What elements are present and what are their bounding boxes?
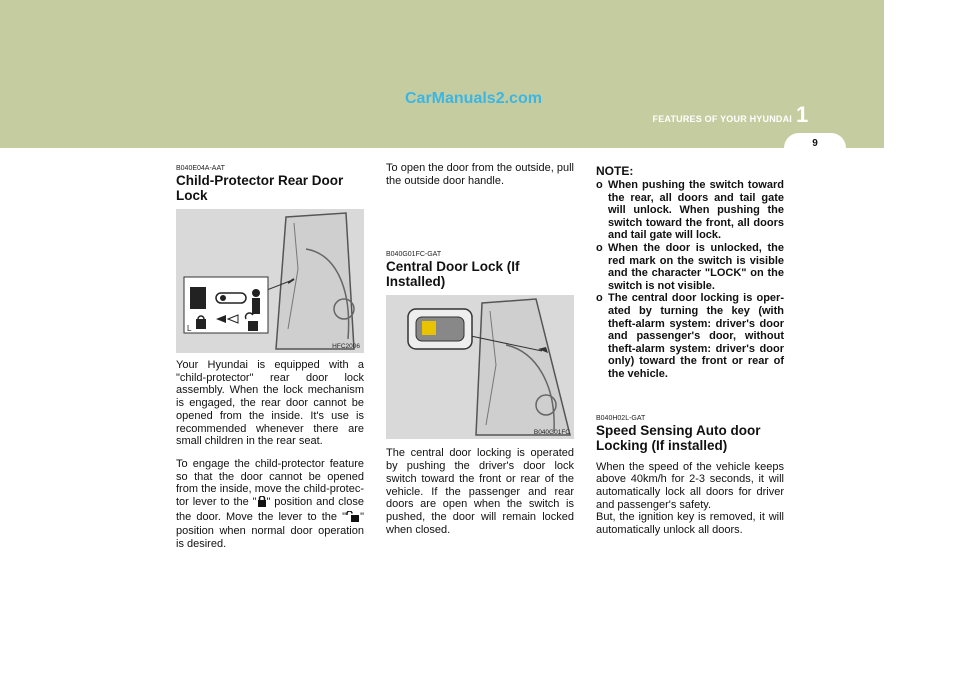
column-child-protector [176, 165, 364, 561]
note-title: NOTE: [596, 164, 634, 178]
paragraph: But, the ignition key is removed, it will automatically unlock all doors. [596, 511, 784, 537]
engage-text-a: To engage the child-protector feature so that the door cannot be opened from the inside, move the child-protec-tor lever to the " [176, 457, 364, 509]
figure-central-lock [386, 295, 574, 439]
bullet: o [596, 292, 603, 305]
note-text: When pushing the switch toward the rear, all doors and tail gate will unlock. When pushing the switch toward the front, all doors and tail gate will lock. [608, 179, 784, 242]
note-item [596, 292, 784, 380]
section-code: B040H02L-GAT [596, 414, 646, 422]
unlock-icon [346, 511, 360, 526]
paragraph-intro: To open the door from the outside, pull the outside door handle. [386, 162, 574, 187]
note-text: The central door locking is oper-ated by turning the key (with theft-alarm system: driver's door and passenger's door, without theft-alarm system: driver's door only) toward the front or rear of the vehicle. [608, 292, 784, 380]
paragraph-engage [176, 458, 364, 551]
lock-icon [257, 496, 267, 511]
paragraph: The central door locking is operated by pushing the driver's door lock switch toward the front or rear of the vehicle. If the passenger and rear doors are open when the switch is pushed, the door will remain locked when closed. [386, 447, 574, 536]
section-title: Central Door Lock (If Installed) [386, 259, 520, 290]
section-number: 1 [796, 102, 809, 127]
bullet: o [596, 241, 603, 254]
figure-child-lock [176, 209, 364, 353]
figure-code: B040G01FC [533, 429, 570, 437]
section-title: Speed Sensing Auto door Locking (If installed) [596, 422, 761, 453]
paragraph: Your Hyundai is equipped with a "child-protector" rear door lock assembly. When the lock mechanism is engaged, the rear door cannot be opened from the inside. It's use is recommended whenever there are small children in the rear seat. [176, 359, 364, 448]
door-switch-illustration [386, 295, 574, 439]
page-number: 9 [812, 138, 818, 149]
brand-link[interactable]: CarManuals2.com [405, 90, 542, 107]
column-central-lock [386, 162, 574, 546]
bullet: o [596, 179, 603, 191]
note-item [596, 242, 784, 292]
section-code: B040G01FC-GAT [386, 251, 442, 259]
section-label: FEATURES OF YOUR HYUNDAI [652, 114, 792, 124]
note-item [596, 179, 784, 242]
figure-code: HFC2006 [332, 343, 360, 350]
engage-text-b: " position and close the door. Move the lever to the " [176, 496, 364, 523]
column-notes [596, 164, 784, 547]
note-text: When the door is unlocked, the red mark on the switch is visible and the character "LOCK" on the switch is not visible. [608, 241, 784, 292]
section-code: B040E04A-AAT [176, 165, 225, 172]
header-band [0, 0, 884, 148]
figure-letter: L [187, 324, 192, 333]
engage-text-c: " position when normal door operation is desired. [176, 510, 364, 551]
section-title: Child-Protector Rear Door Lock [176, 173, 344, 203]
paragraph: When the speed of the vehicle keeps above 40km/h for 2-3 seconds, it will automatically lock all doors for driver and passenger's safety. [596, 460, 784, 511]
door-illustration [176, 209, 364, 353]
